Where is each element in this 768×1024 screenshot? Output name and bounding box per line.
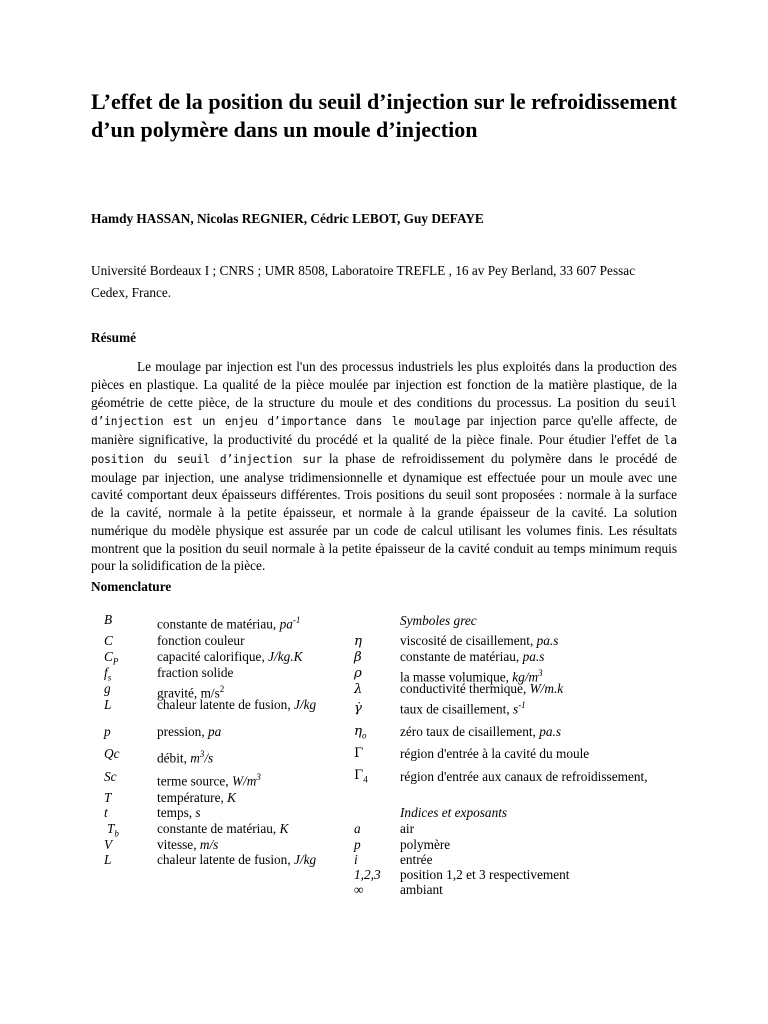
affiliation-line-2: Cedex, France. <box>91 285 172 300</box>
nomen-left-sym: Sc <box>104 769 117 784</box>
greek-desc: constante de matériau, pa.s <box>400 649 545 664</box>
nomen-left-sym: L <box>104 697 112 712</box>
nomen-left-sym: g <box>104 681 111 696</box>
resume-mono-1: seuil d’injection est un enjeu d’importance dans le moulage <box>91 396 678 429</box>
nomen-left-desc: vitesse, m/s <box>157 837 219 852</box>
greek-sym: γ̇ <box>354 701 362 716</box>
nomen-left-sym: $f_s$ <box>104 665 112 683</box>
affiliation <box>91 260 677 304</box>
index-desc: air <box>400 821 415 836</box>
index-sym: a <box>354 821 361 836</box>
index-desc: position 1,2 et 3 respectivement <box>400 867 570 882</box>
nomen-left-desc: débit, $m^3/s$ <box>157 749 214 766</box>
resume-text-a: Le moulage par injection est l'un des processus industriels les plus exploités dans la production des pièces en plastique. La qualité de la pièce moulée par injection est fonction de la matière plastique, de la géométrie de cette pièce, de la structure du moule et des conditions du processus. La position du <box>91 359 677 410</box>
nomenclature-heading: Nomenclature <box>91 579 172 594</box>
index-desc: polymère <box>400 837 451 852</box>
affiliation-line-1: Université Bordeaux I ; CNRS ; UMR 8508, Laboratoire TREFLE , 16 av Pey Berland, 33 607 Pessac <box>91 263 636 278</box>
nomen-left-desc: capacité calorifique, J/kg.K <box>157 649 303 664</box>
greek-desc: taux de cisaillement, $s^{-1}$ <box>400 700 526 717</box>
nomen-left-sym: L <box>104 852 112 867</box>
index-desc: ambiant <box>400 882 443 897</box>
greek-sym: ρ <box>354 666 362 681</box>
resume-mono-2: la position du seuil d’injection sur <box>91 434 678 466</box>
index-desc: entrée <box>400 852 433 867</box>
nomen-left-sym: V <box>104 837 113 852</box>
greek-desc: conductivité thermique, W/m.k <box>400 681 564 696</box>
index-sym: 1,2,3 <box>354 867 381 882</box>
greek-desc: région d'entrée à la cavité du moule <box>400 746 590 761</box>
indices-heading: Indices et exposants <box>400 805 508 820</box>
nomen-left-desc: temps, s <box>157 805 201 820</box>
resume-text-b: par injection parce qu'elle affecte, de manière significative, la productivité du procédé et la qualité de la pièce finale. Pour étudier l'effet de <box>91 413 677 447</box>
nomen-left-sym: p <box>104 724 111 739</box>
nomen-left-sym: $C_P$ <box>104 649 119 667</box>
nomen-left-desc: chaleur latente de fusion, J/kg <box>157 697 317 712</box>
nomen-left-sym: Qc <box>104 746 120 761</box>
greek-sym: Γ <box>354 746 364 761</box>
greek-desc: région d'entrée aux canaux de refroidissement, <box>400 769 648 784</box>
nomen-left-sym: t <box>104 805 108 820</box>
nomen-left-sym: C <box>104 633 113 648</box>
greek-sym: $\eta_o$ <box>354 724 367 741</box>
nomen-left-sym: $T_b$ <box>107 821 119 839</box>
index-sym: p <box>354 837 361 852</box>
nomen-left-sym: B <box>104 612 113 627</box>
nomen-left-desc: chaleur latente de fusion, J/kg <box>157 852 317 867</box>
nomen-left-desc: constante de matériau, $pa^{-1}$ <box>157 615 301 632</box>
nomen-left-desc: pression, pa <box>157 724 222 739</box>
greek-heading: Symboles grec <box>400 613 477 628</box>
greek-desc: viscosité de cisaillement, pa.s <box>400 633 559 648</box>
greek-sym: λ <box>354 682 363 697</box>
nomen-left-desc: gravité, $m/s^2$ <box>157 684 225 701</box>
greek-desc: la masse volumique, $kg/m^3$ <box>400 668 543 685</box>
resume-body <box>91 358 677 575</box>
nomen-left-desc: fraction solide <box>157 665 234 680</box>
paper-title: L’effet de la position du seuil d’injection sur le refroidissement d’un polymère dans un moule d’injection <box>91 89 677 142</box>
index-sym: ∞ <box>354 882 364 897</box>
resume-text-c: la phase de refroidissement du polymère dans le procédé de moulage par injection, une analyse tridimensionnelle et dynamique est effectuée pour un moule avec une cavité comportant deux épaisseurs différentes. Trois positions du seuil sont proposées : normale à la surface de la cavité, normale à la petite épaisseur, et normale à la grande épaisseur de la cavité. La solution numérique du modèle physique est assurée par un code de calcul utilisant les volumes finis. Les résultats montrent que la position du seuil normale à la petite épaisseur de la cavité conduit au temps minimum requis pour la solidification de la pièce. <box>91 450 677 574</box>
greek-desc: zéro taux de cisaillement, pa.s <box>400 724 561 739</box>
greek-sym: β <box>354 650 362 665</box>
nomen-left-desc: constante de matériau, K <box>157 821 289 836</box>
nomen-left-sym: T <box>104 790 112 805</box>
resume-heading: Résumé <box>91 330 137 345</box>
greek-sym: η <box>354 634 362 649</box>
index-sym: i <box>354 852 358 867</box>
nomen-left-desc: température, K <box>157 790 237 805</box>
author-list: Hamdy HASSAN, Nicolas REGNIER, Cédric LEBOT, Guy DEFAYE <box>91 211 484 226</box>
nomen-left-desc: terme source, $W/m^3$ <box>157 772 261 789</box>
nomen-left-desc: fonction couleur <box>157 633 245 648</box>
greek-sym: $\Gamma_4$ <box>354 768 368 785</box>
